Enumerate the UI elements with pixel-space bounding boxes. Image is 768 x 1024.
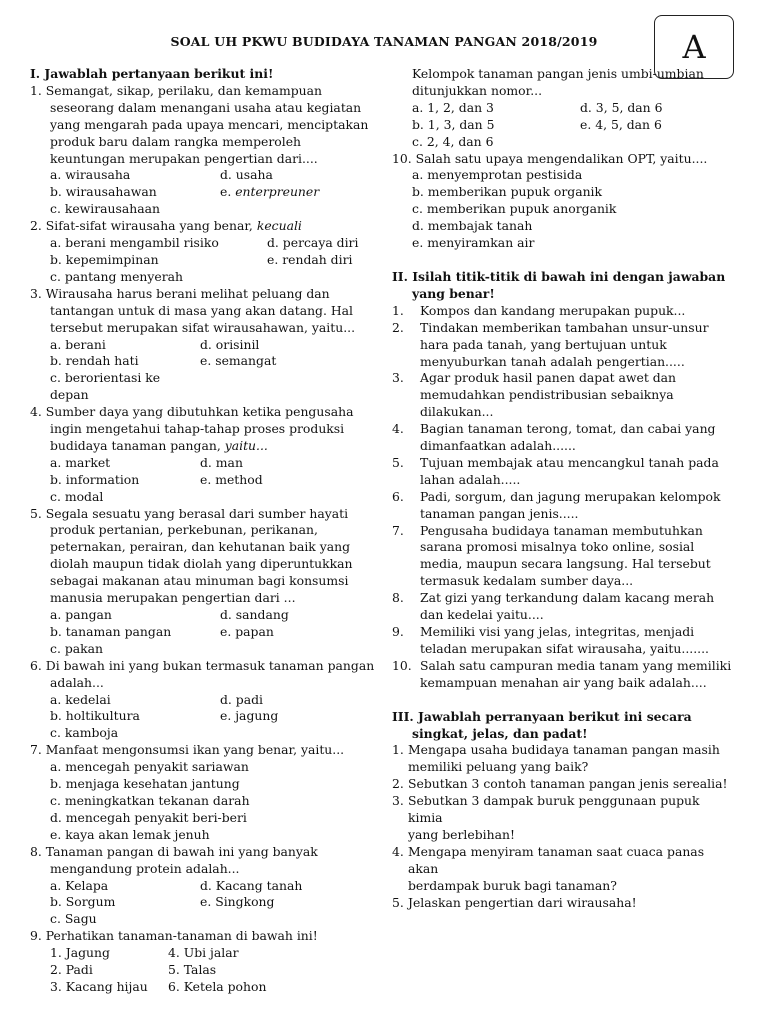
item-text: Tindakan memberikan tambahan unsur-unsur (420, 319, 709, 335)
option-b[interactable]: b. wirausahawan (50, 184, 157, 200)
list-item (392, 844, 736, 895)
list-item (392, 742, 736, 776)
option-d[interactable]: d. membajak tanah (412, 218, 533, 234)
option-e[interactable]: e. papan (220, 623, 274, 639)
item-text: Zat gizi yang terkandung dalam kacang merah (420, 590, 715, 606)
question-text: keuntungan merupakan pengertian dari.... (50, 150, 318, 166)
list-item (392, 370, 736, 421)
item-text: Sebutkan 3 contoh tanaman pangan jenis serealia! (408, 776, 728, 792)
item-text: dimanfaatkan adalah...... (420, 438, 576, 454)
option-a[interactable]: a. berani (50, 336, 106, 352)
option-a[interactable]: a. kedelai (50, 691, 111, 707)
list-item (392, 421, 736, 455)
question-text: Di bawah ini yang bukan termasuk tanaman pangan (45, 657, 375, 673)
item-number: 2. (392, 319, 404, 335)
question-text: diolah maupun tidak diolah yang diperuntukkan (50, 556, 353, 572)
item-text: lahan adalah..... (420, 471, 521, 487)
question-text: Salah satu upaya mengendalikan OPT, yaitu.... (415, 150, 708, 166)
list-item: 3. Kacang hijau (50, 978, 148, 994)
option-e[interactable]: e. 4, 5, dan 6 (580, 116, 662, 132)
question-number: 1. (30, 82, 42, 98)
question-text: ingin mengetahui tahap-tahap proses produksi (50, 421, 345, 437)
item-text: memudahkan pendistribusian sebaiknya (420, 387, 674, 403)
question-text: adalah... (50, 674, 104, 690)
question-number: 7. (30, 742, 42, 758)
option-c[interactable]: c. memberikan pupuk anorganik (412, 201, 617, 217)
option-e[interactable]: e. menyiramkan air (412, 235, 535, 251)
item-number: 8. (392, 590, 404, 606)
item-number: 9. (392, 624, 404, 639)
item-text: termasuk kedalam sumber daya... (420, 573, 634, 589)
option-e[interactable]: e. enterpreuner (220, 184, 320, 200)
item-number: 7. (392, 522, 404, 538)
section-2-heading: II. Isilah titik-titik di bawah ini dengan jawaban (392, 268, 726, 284)
option-d[interactable]: d. padi (220, 691, 264, 707)
question-text: Segala sesuatu yang berasal dari sumber hayati (45, 505, 349, 521)
list-item: 5. Talas (168, 962, 217, 978)
item-text: kemampuan menahan air yang baik adalah.... (420, 674, 707, 690)
option-b[interactable]: b. menjaga kesehatan jantung (50, 776, 240, 792)
list-item (392, 320, 736, 371)
list-item (392, 895, 736, 912)
option-e[interactable]: e. method (200, 471, 263, 487)
list-item (392, 303, 736, 320)
item-text: Mengapa usaha budidaya tanaman pangan masih (408, 742, 720, 758)
question-number: 3. (30, 285, 42, 301)
item-number: 1. (392, 302, 404, 318)
question-number: 10. (392, 150, 412, 166)
item-text: Salah satu campuran media tanam yang memiliki (420, 657, 732, 673)
option-e[interactable]: e. Singkong (200, 894, 275, 910)
option-a[interactable]: a. 1, 2, dan 3 (412, 99, 494, 115)
option-b[interactable]: b. tanaman pangan (50, 623, 172, 639)
question-text: produk pertanian, perkebunan, perikanan, (50, 522, 318, 538)
question-4 (30, 404, 382, 505)
item-text: berdampak buruk bagi tanaman? (408, 877, 617, 893)
item-text: Kompos dan kandang merupakan pupuk... (420, 302, 686, 318)
question-text: Kelompok tanaman pangan jenis umbi-umbian (412, 66, 704, 81)
option-d[interactable]: d. man (200, 454, 243, 470)
question-1 (30, 83, 382, 218)
option-a[interactable]: a. Kelapa (50, 877, 109, 893)
option-c[interactable]: c. kewirausahaan (50, 201, 160, 217)
list-item: 2. Padi (50, 962, 93, 978)
option-c[interactable]: c. pantang menyerah (50, 268, 184, 284)
item-number: 3. (392, 793, 404, 809)
list-item (392, 793, 736, 844)
question-number: 6. (30, 657, 42, 673)
question-text: manusia merupakan pengertian dari ... (50, 590, 296, 606)
option-a[interactable]: a. berani mengambil risiko (50, 235, 219, 251)
question-text: tantangan untuk di masa yang akan datang. Hal (50, 302, 354, 318)
list-item (392, 455, 736, 489)
option-d[interactable]: d. usaha (220, 167, 273, 183)
section-2-list (392, 303, 736, 692)
item-number: 5. (392, 894, 404, 910)
section-3-list (392, 742, 736, 911)
option-d[interactable]: d. percaya diri (267, 235, 359, 251)
right-column (392, 66, 736, 912)
item-text: Padi, sorgum, dan jagung merupakan kelompok (420, 488, 721, 504)
question-number: 4. (30, 404, 42, 420)
question-number: 2. (30, 218, 42, 234)
item-text: menyuburkan tanah adalah pengertian..... (420, 353, 685, 369)
question-text: Wirausaha harus berani melihat peluang dan (45, 285, 330, 301)
option-a[interactable]: a. wirausaha (50, 167, 131, 183)
section-1-heading: I. Jawablah pertanyaan berikut ini! (30, 66, 274, 81)
question-9 (30, 928, 382, 996)
list-item (392, 776, 736, 793)
item-number: 3. (392, 370, 404, 386)
list-item (392, 590, 736, 624)
option-a[interactable]: a. pangan (50, 607, 112, 622)
item-number: 2. (392, 776, 404, 792)
question-text: Perhatikan tanaman-tanaman di bawah ini! (45, 928, 318, 944)
item-text: sarana promosi misalnya toko online, sosial (420, 539, 695, 555)
item-text: Jelaskan pengertian dari wirausaha! (408, 894, 637, 910)
question-2 (30, 218, 382, 286)
item-number: 10. (392, 657, 412, 673)
question-text: Semangat, sikap, perilaku, dan kemampuan (45, 82, 323, 98)
option-e[interactable]: e. jagung (220, 708, 279, 724)
item-text: teladan merupakan sifat wirausaha, yaitu....... (420, 640, 709, 656)
item-number: 4. (392, 843, 404, 859)
item-text: dan kedelai yaitu.... (420, 607, 544, 623)
list-item (392, 624, 736, 658)
option-b[interactable]: b. memberikan pupuk organik (412, 184, 603, 200)
section-2-heading-cont: yang benar! (412, 285, 495, 301)
option-c[interactable]: c. berorientasi ke depan (50, 370, 161, 403)
option-b[interactable]: b. 1, 3, dan 5 (412, 116, 495, 132)
question-text: tersebut merupakan sifat wirausahawan, yaitu... (50, 319, 356, 335)
option-b[interactable]: b. rendah hati (50, 353, 139, 369)
question-text: mengandung protein adalah... (50, 860, 240, 876)
option-d[interactable]: d. mencegah penyakit beri-beri (50, 809, 247, 825)
question-text: Tanaman pangan di bawah ini yang banyak (45, 843, 318, 859)
option-a[interactable]: a. market (50, 454, 111, 470)
option-d[interactable]: d. orisinil (200, 336, 260, 352)
list-item (392, 523, 736, 591)
exam-code-letter: A (682, 28, 706, 66)
question-number: 9. (30, 928, 42, 944)
option-b[interactable]: b. information (50, 471, 140, 487)
question-text: yang mengarah pada upaya mencari, menciptakan (50, 116, 369, 132)
item-text: media, maupun secara langsung. Hal tersebut (420, 556, 711, 572)
question-6 (30, 658, 382, 743)
item-text: hara pada tanah, yang bertujuan untuk (420, 336, 667, 352)
option-c[interactable]: c. pakan (50, 640, 104, 656)
item-text: memiliki peluang yang baik? (408, 759, 589, 775)
question-text: Sifat-sifat wirausaha yang benar, kecuali (45, 218, 302, 234)
left-column (30, 66, 382, 996)
list-item: 4. Ubi jalar (168, 945, 239, 961)
question-text: seseorang dalam menangani usaha atau kegiatan (50, 99, 362, 115)
item-text: dilakukan... (420, 404, 494, 420)
question-text: Sumber daya yang dibutuhkan ketika pengusaha (45, 404, 354, 420)
option-c[interactable]: c. meningkatkan tekanan darah (50, 792, 250, 808)
item-number: 6. (392, 488, 404, 504)
question-3 (30, 286, 382, 404)
list-item: 6. Ketela pohon (168, 978, 267, 994)
option-d[interactable]: d. sandang (220, 607, 289, 622)
option-a[interactable]: a. mencegah penyakit sariawan (50, 759, 249, 775)
question-number: 8. (30, 843, 42, 859)
list-item (392, 489, 736, 523)
question-text: Manfaat mengonsumsi ikan yang benar, yaitu... (45, 742, 345, 758)
item-text: tanaman pangan jenis..... (420, 505, 579, 521)
option-b[interactable]: b. Sorgum (50, 894, 116, 910)
question-10 (392, 151, 736, 252)
item-text: Mengapa menyiram tanaman saat cuaca panas akan (408, 843, 705, 876)
item-text: Memiliki visi yang jelas, integritas, menjadi (420, 624, 695, 639)
option-e[interactable]: e. kaya akan lemak jenuh (50, 826, 210, 842)
option-a[interactable]: a. menyemprotan pestisida (412, 167, 583, 183)
question-number: 5. (30, 505, 42, 521)
question-8 (30, 844, 382, 929)
item-text: Tujuan membajak atau mencangkul tanah pada (420, 454, 719, 470)
option-e[interactable]: e. semangat (200, 353, 277, 369)
question-text: sebagai makanan atau minuman bagi konsumsi (50, 573, 349, 589)
question-5 (30, 506, 382, 658)
question-7 (30, 742, 382, 843)
item-text: yang berlebihan! (408, 826, 515, 842)
option-e[interactable]: e. rendah diri (267, 251, 353, 267)
item-text: Sebutkan 3 dampak buruk penggunaan pupuk kimia (408, 793, 700, 826)
list-item: 1. Jagung (50, 945, 110, 961)
option-d[interactable]: d. 3, 5, dan 6 (580, 99, 663, 115)
option-d[interactable]: d. Kacang tanah (200, 877, 303, 893)
item-text: Pengusaha budidaya tanaman membutuhkan (420, 522, 703, 538)
option-c[interactable]: c. Sagu (50, 911, 97, 927)
item-number: 4. (392, 421, 404, 437)
question-text: produk baru dalam rangka memperoleh (50, 133, 302, 149)
question-text: budidaya tanaman pangan, yaitu... (50, 437, 268, 453)
option-c[interactable]: c. 2, 4, dan 6 (412, 133, 494, 149)
item-text: Bagian tanaman terong, tomat, dan cabai yang (420, 421, 716, 437)
question-text: peternakan, perairan, dan kehutanan baik yang (50, 539, 351, 555)
question-9-continued (392, 66, 736, 151)
option-c[interactable]: c. kamboja (50, 725, 119, 741)
option-c[interactable]: c. modal (50, 488, 104, 504)
item-text: Agar produk hasil panen dapat awet dan (420, 370, 677, 386)
exam-title: SOAL UH PKWU BUDIDAYA TANAMAN PANGAN 2018/2019 (170, 34, 598, 49)
list-item (392, 658, 736, 692)
option-b[interactable]: b. holtikultura (50, 708, 140, 724)
item-number: 1. (392, 742, 404, 758)
item-number: 5. (392, 454, 404, 470)
section-3-heading: III. Jawablah perranyaan berikut ini secara (392, 708, 692, 724)
option-b[interactable]: b. kepemimpinan (50, 251, 159, 267)
question-text: ditunjukkan nomor... (412, 82, 543, 98)
section-3-heading-cont: singkat, jelas, dan padat! (412, 725, 588, 741)
